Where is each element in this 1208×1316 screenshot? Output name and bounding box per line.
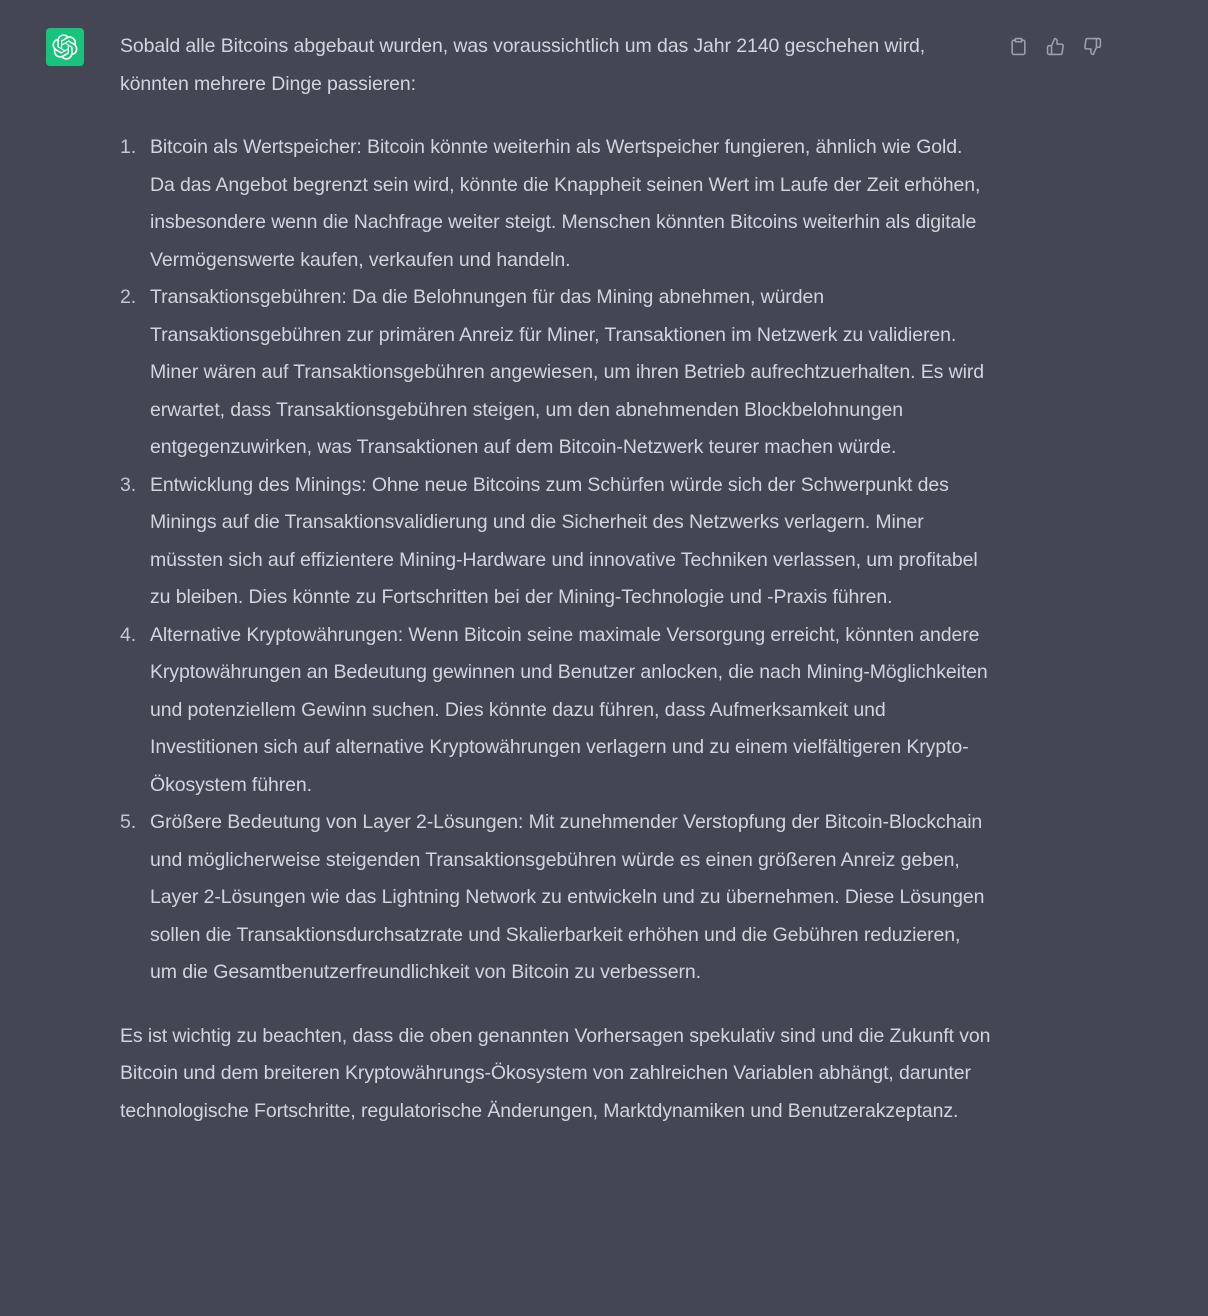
copy-icon	[1009, 37, 1028, 56]
thumbs-up-icon	[1046, 37, 1065, 56]
list-item-number: 3.	[120, 473, 137, 496]
copy-button[interactable]	[1009, 36, 1028, 56]
list-item-number: 1.	[120, 136, 137, 158]
list-item-text: Transaktionsgebühren: Da die Belohnungen für das Mining abnehmen, würden Transaktionsgebühren zur primären Anreiz für Miner, Transaktionen im Netzwerk zu validieren. Miner wären auf Transaktionsgebühren angewiesen, um ihren Betrieb aufrechtzuerhalten. Es wird erwartet, dass Transaktionsgebühren steigen, um den abnehmenden Blockbelohnungen entgegenzuwirken, was Transaktionen auf dem Bitcoin-Netzwerk teurer machen würde.	[150, 286, 984, 458]
list-item-number: 4.	[120, 623, 137, 646]
thumbs-up-button[interactable]	[1046, 36, 1065, 56]
list-item	[120, 804, 992, 992]
numbered-list	[120, 129, 992, 992]
list-item-text: Bitcoin als Wertspeicher: Bitcoin könnte weiterhin als Wertspeicher fungieren, ähnlich wie Gold. Da das Angebot begrenzt sein wird, könnte die Knappheit seinen Wert im Laufe der Zeit erhöhen, insbesondere wenn die Nachfrage weiter steigt. Menschen könnten Bitcoins weiterhin als digitale Vermögenswerte kaufen, verkaufen und handeln.	[150, 136, 981, 271]
thumbs-down-icon	[1083, 37, 1102, 56]
list-item-text: Größere Bedeutung von Layer 2-Lösungen: Mit zunehmender Verstopfung der Bitcoin-Blockchain und möglicherweise steigenden Transaktionsgebühren würde es einen größeren Anreiz geben, Layer 2-Lösungen wie das Lightning Network zu entwickeln und zu übernehmen. Diese Lösungen sollen die Transaktionsdurchsatzrate und Skalierbarkeit erhöhen und die Gebühren reduzieren, um die Gesamtbenutzerfreundlichkeit von Bitcoin zu verbessern.	[150, 811, 985, 983]
message-actions	[1009, 36, 1102, 56]
thumbs-down-button[interactable]	[1083, 36, 1102, 56]
list-item-number: 5.	[120, 811, 137, 833]
list-item	[120, 467, 992, 617]
list-item	[120, 279, 992, 467]
openai-logo-icon	[52, 34, 78, 60]
list-item-number: 2.	[120, 286, 137, 308]
list-item	[120, 617, 992, 805]
message-content	[120, 28, 992, 1130]
list-item-text: Alternative Kryptowährungen: Wenn Bitcoin seine maximale Versorgung erreicht, könnten andere Kryptowährungen an Bedeutung gewinnen und Benutzer anlocken, die nach Mining-Möglichkeiten und potenziellem Gewinn suchen. Dies könnte dazu führen, dass Aufmerksamkeit und Investitionen sich auf alternative Kryptowährungen verlagern und zu einem vielfältigeren Krypto-Ökosystem führen.	[150, 623, 988, 796]
list-item	[120, 129, 992, 279]
intro-paragraph: Sobald alle Bitcoins abgebaut wurden, was voraussichtlich um das Jahr 2140 geschehen wird, könnten mehrere Dinge passieren:	[120, 35, 926, 95]
assistant-avatar	[46, 28, 84, 66]
outro-paragraph: Es ist wichtig zu beachten, dass die oben genannten Vorhersagen spekulativ sind und die Zukunft von Bitcoin und dem breiteren Kryptowährungs-Ökosystem von zahlreichen Variablen abhängt, darunter technologische Fortschritte, regulatorische Änderungen, Marktdynamiken und Benutzerakzeptanz.	[120, 1024, 991, 1122]
list-item-text: Entwicklung des Minings: Ohne neue Bitcoins zum Schürfen würde sich der Schwerpunkt des Minings auf die Transaktionsvalidierung und die Sicherheit des Netzwerks verlagern. Miner müssten sich auf effizientere Mining-Hardware und innovative Techniken verlassen, um profitabel zu bleiben. Dies könnte zu Fortschritten bei der Mining-Technologie und -Praxis führen.	[150, 473, 978, 608]
